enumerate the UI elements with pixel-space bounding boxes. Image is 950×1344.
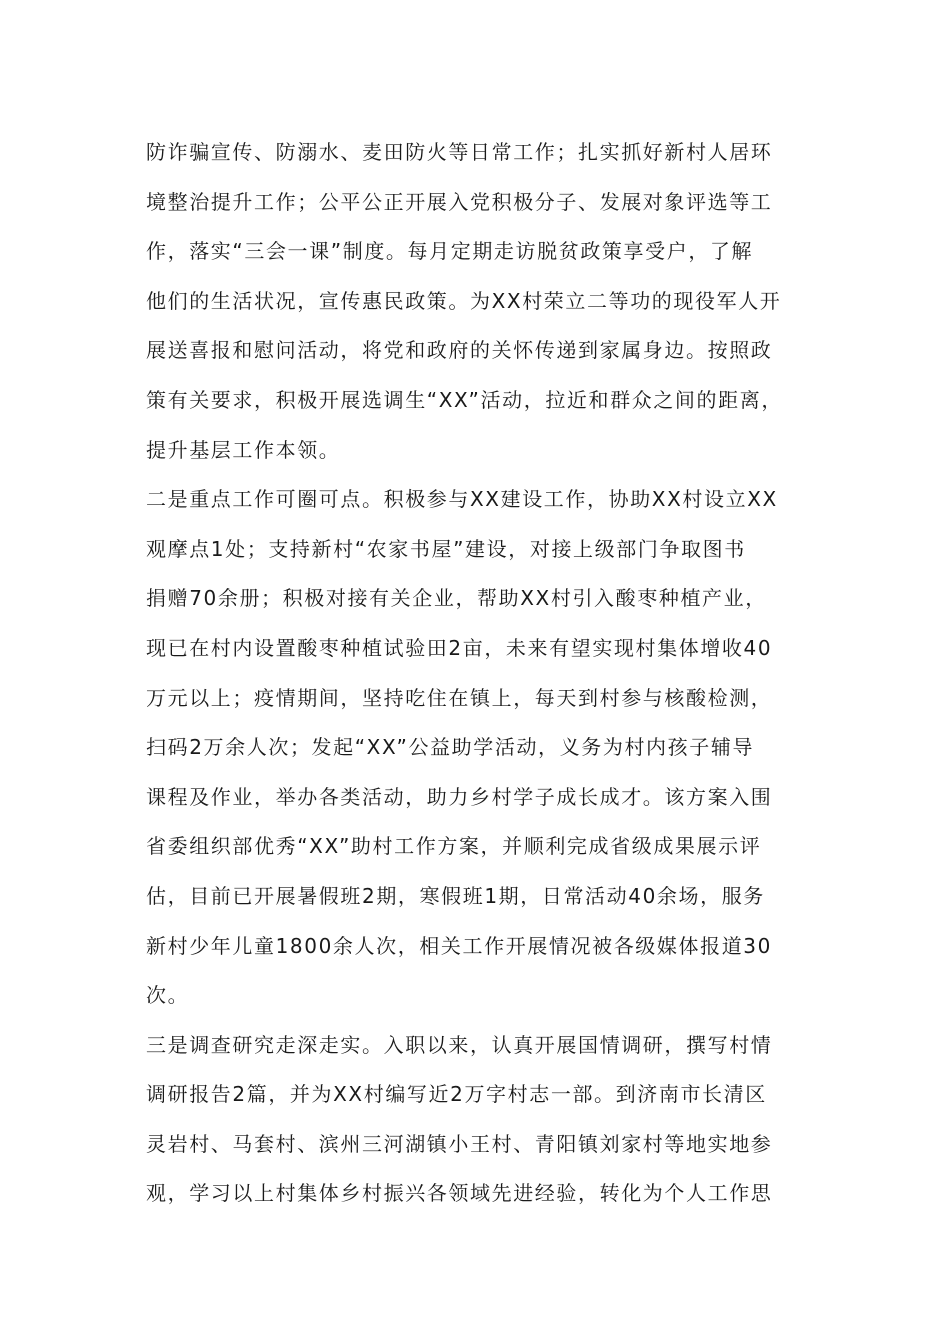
text-line: 新村少年儿童1800余人次，相关工作开展情况被各级媒体报道30 [146, 933, 772, 958]
text-line: 现已在村内设置酸枣种植试验田2亩，未来有望实现村集体增收40 [146, 635, 773, 660]
body-text [146, 128, 816, 1219]
text-line: 策有关要求，积极开展选调生“XX”活动，拉近和群众之间的距离， [146, 387, 783, 412]
text-line: 次。 [146, 983, 190, 1008]
text-line: 估，目前已开展暑假班2期，寒假班1期，日常活动40余场，服务 [146, 883, 765, 908]
text-line: 他们的生活状况，宣传惠民政策。为XX村荣立二等功的现役军人开 [146, 288, 782, 313]
text-line: 省委组织部优秀“XX”助村工作方案，并顺利完成省级成果展示评 [146, 834, 762, 859]
text-line: 境整治提升工作；公平公正开展入党积极分子、发展对象评选等工 [146, 189, 773, 214]
text-line: 提升基层工作本领。 [146, 437, 341, 462]
text-line: 捐赠70余册；积极对接有关企业，帮助XX村引入酸枣种植产业， [146, 586, 767, 611]
text-line: 展送喜报和慰问活动，将党和政府的关怀传递到家属身边。按照政 [146, 338, 773, 363]
text-line: 灵岩村、马套村、滨州三河湖镇小王村、青阳镇刘家村等地实地参 [146, 1131, 773, 1156]
text-line: 课程及作业，举办各类活动，助力乡村学子成长成才。该方案入围 [146, 784, 773, 809]
text-line: 作，落实“三会一课”制度。每月定期走访脱贫政策享受户，了解 [146, 239, 754, 264]
text-line: 扫码2万余人次；发起“XX”公益助学活动，义务为村内孩子辅导 [146, 735, 755, 760]
text-line: 观，学习以上村集体乡村振兴各领域先进经验，转化为个人工作思 [146, 1181, 773, 1206]
text-line: 调研报告2篇，并为XX村编写近2万字村志一部。到济南市长清区 [146, 1082, 767, 1107]
text-line: 防诈骗宣传、防溺水、麦田防火等日常工作；扎实抓好新村人居环 [146, 140, 773, 164]
section-heading-line: 二是重点工作可圈可点。积极参与XX建设工作，协助XX村设立XX [146, 487, 778, 512]
text-line: 万元以上；疫情期间，坚持吃住在镇上，每天到村参与核酸检测， [146, 685, 773, 710]
section-heading-line: 三是调查研究走深走实。入职以来，认真开展国情调研，撰写村情 [146, 1032, 773, 1057]
text-line: 观摩点1处；支持新村“农家书屋”建设，对接上级部门争取图书 [146, 536, 746, 561]
